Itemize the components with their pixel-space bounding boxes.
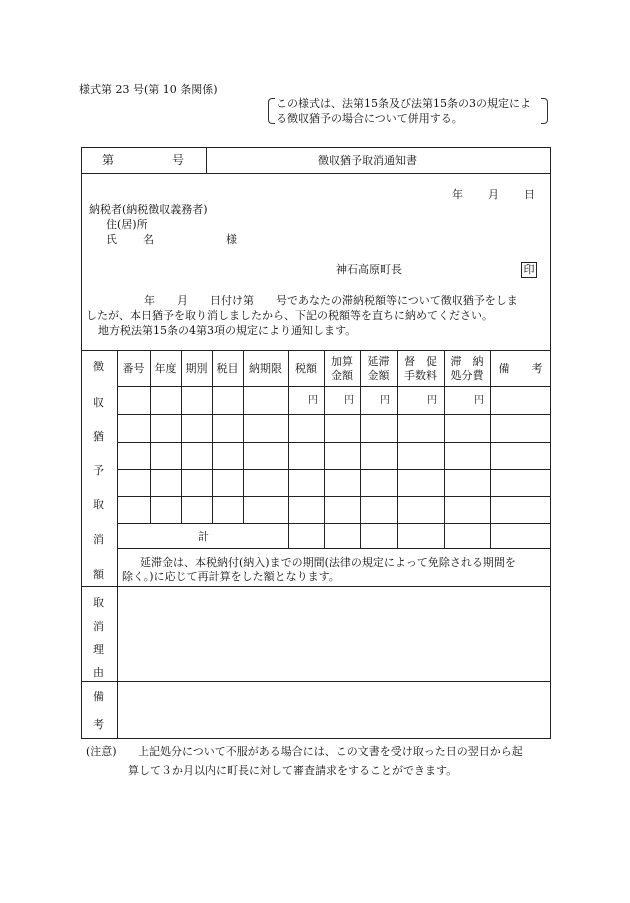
header-reminder-fee-line-2: 手数料 xyxy=(404,369,437,382)
notice-line-2: 算して３か月以内に町長に対して審査請求をすることができます。 xyxy=(128,764,458,777)
header-tax-amount: 税額 xyxy=(295,362,317,375)
yen-late-fee: 円 xyxy=(380,395,390,406)
reason-label-char-2: 消 xyxy=(93,620,104,633)
header-additional-line-1: 加算 xyxy=(331,355,353,368)
col-divider-5 xyxy=(288,350,289,548)
body-text-line-1: 年 月 日付け第 号であなたの滞納税額等について徴収猶予をしま xyxy=(144,294,518,307)
form-number-label: 様式第 23 号(第 10 条関係) xyxy=(79,83,218,96)
late-fee-note-line-1: 延滞金は、本税納付(納入)までの期間(法律の規定によって免除される期間を xyxy=(140,556,516,569)
header-period: 期別 xyxy=(185,362,208,375)
table-row-line-5 xyxy=(117,523,551,524)
side-label-char-6: 消 xyxy=(93,533,104,546)
date-day: 日 xyxy=(524,188,535,201)
late-fee-note-line-2: 除く。)に応じて再計算をした額となります。 xyxy=(122,570,340,583)
header-year: 年度 xyxy=(154,362,177,375)
number-label-right: 号 xyxy=(172,153,185,167)
side-label-char-3: 猶 xyxy=(93,430,104,443)
table-header-bottom xyxy=(117,386,551,387)
table-row-line-3 xyxy=(117,469,551,470)
date-year: 年 xyxy=(452,188,463,201)
body-text-line-2: したが、本日猶予を取り消しましたから、下記の税額等を直ちに納めてください。 xyxy=(86,309,493,322)
col-divider-10 xyxy=(490,350,491,548)
yen-tax-amount: 円 xyxy=(308,395,318,406)
total-label: 計 xyxy=(198,530,209,543)
table-row-line-1 xyxy=(117,414,551,415)
header-disposition-line-1: 滞 納 xyxy=(450,355,484,368)
header-row-divider xyxy=(81,173,551,174)
table-top-border xyxy=(81,350,551,351)
name-label-left: 氏 xyxy=(106,233,117,246)
header-due-date: 納期限 xyxy=(249,362,282,375)
note-bracket-right xyxy=(541,98,548,124)
yen-disposition: 円 xyxy=(474,395,484,406)
table-total-line xyxy=(117,548,551,549)
taxpayer-label: 納税者(納税徴収義務者) xyxy=(89,203,208,216)
notice-label: (注意) xyxy=(86,745,117,758)
header-col-divider xyxy=(206,147,207,173)
note-line-2: る徴収猶予の場合について併用する。 xyxy=(276,112,463,125)
document-title: 徴収猶予取消通知書 xyxy=(318,154,417,167)
header-disposition-line-2: 処分費 xyxy=(450,369,484,382)
reason-label-char-3: 理 xyxy=(93,643,104,656)
side-label-char-7: 額 xyxy=(93,568,104,581)
seal-box: 印 xyxy=(521,262,537,278)
reason-section-top xyxy=(81,586,551,587)
remarks-section-top xyxy=(81,681,551,682)
note-bracket-left xyxy=(268,98,275,124)
side-label-char-5: 取 xyxy=(93,498,104,511)
body-text-line-3: 地方税法第15条の4第3項の規定により通知します。 xyxy=(98,324,357,337)
remarks-label-char-1: 備 xyxy=(93,690,104,703)
table-row-line-2 xyxy=(117,442,551,443)
header-number: 番号 xyxy=(122,362,145,375)
reason-label-char-1: 取 xyxy=(93,596,104,609)
header-reminder-fee-line-1: 督 促 xyxy=(404,355,437,368)
remarks-label-char-2: 考 xyxy=(93,718,104,731)
notice-line-1: 上記処分について不服がある場合には、この文書を受け取った日の翌日から起 xyxy=(138,745,523,758)
side-label-char-4: 予 xyxy=(93,464,104,477)
header-late-fee-line-2: 金額 xyxy=(367,369,390,382)
header-additional-line-2: 金額 xyxy=(331,369,353,382)
header-tax-item: 税目 xyxy=(216,362,239,375)
name-label-right: 名 xyxy=(143,233,154,246)
note-line-1: この様式は、法第15条及び法第15条の3の規定によ xyxy=(276,97,531,110)
date-month: 月 xyxy=(488,188,499,201)
side-label-char-2: 収 xyxy=(93,396,104,409)
side-label-char-1: 徴 xyxy=(93,360,104,373)
honorific-sama: 様 xyxy=(226,233,237,246)
address-label: 住(居)所 xyxy=(106,218,148,231)
number-label-left: 第 xyxy=(102,153,115,167)
table-row-line-4 xyxy=(117,496,551,497)
reason-label-char-4: 由 xyxy=(93,666,104,679)
issuer-name: 神石高原町長 xyxy=(336,263,402,276)
header-remarks: 備 考 xyxy=(498,362,543,375)
yen-reminder-fee: 円 xyxy=(427,395,437,406)
yen-additional: 円 xyxy=(344,395,354,406)
header-late-fee-line-1: 延滞 xyxy=(367,355,390,368)
